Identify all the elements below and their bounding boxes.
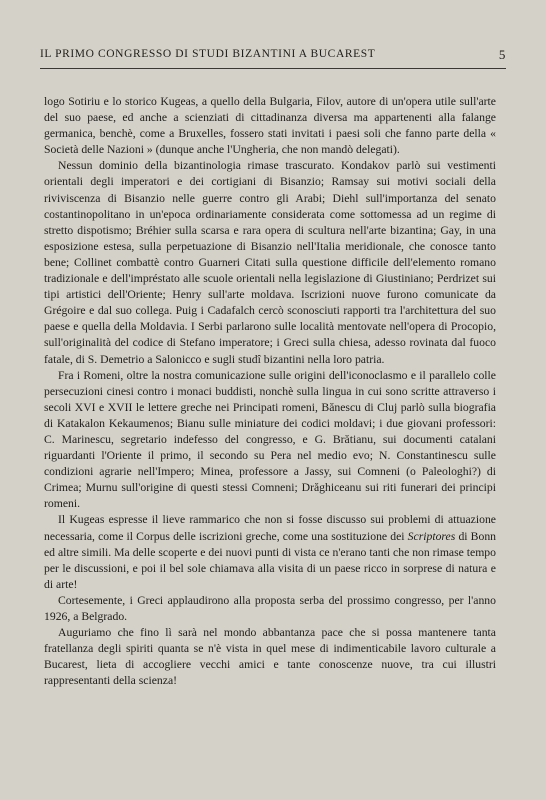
page-number: 5 xyxy=(498,47,506,62)
italic-title: Scriptores xyxy=(407,529,456,543)
paragraph-5: Cortesemente, i Greci applaudirono alla proposta serba del prossimo congresso, per l'anno 1926, a Belgrado. xyxy=(44,593,496,623)
paragraph-4: Il Kugeas espresse il lieve rammarico che non si fosse discusso sui problemi di attuazione necessaria, come il Corpus delle iscrizioni greche, come una sostituzione dei Scriptores di Bonn ed altre simili. Ma delle scoperte e dei nuovi punti di vista ce n'erano tanti che non rimase tempo per le discussioni, e poi il bel sole chiamava alla visita di un paese ricco in sorprese di natura e di arte! xyxy=(44,513,497,591)
paragraph-2: Nessun dominio della bizantinologia rimase trascurato. Kondakov parlò sui vestimenti orientali degli imperatori e dei cortigiani di Bisanzio; Ramsay sui motivi sociali della riviviscenza di Bisanzio nelle guerre contro gli Arabi; Diehl sull'importanza del senato costantinopolitano in un'epoca ordinariamente considerata come sottomessa ad un regime di stretto dispotismo; Bréhier sulla scarsa e rara opera di scultura nell'arte bizantina; Gay, in una esposizione estesa, sulla perpetuazione di Bisanzio nell'Italia meridionale, che conosce tanto bene; Collinet combattè contro Guarneri Citati sulla questione difficile dell'elemento romano tradizionale e dell'impréstato alle scuole orientali nella legislazione di Giustiniano; Perdrizet sui tipi artistici dell'Oriente; Henry sull'arte moldava. Iscrizioni nuove furono comunicate da Grégoire e dal suo collega. Puig i Cadafalch cercò sconosciuti rapporti tra l'architettura del suo paese e quella della Moldavia. I Serbi parlarono sulle località mentovate nell'opera di Procopio, sull'originalità del codice di Stefano imperatore; i Greci sulla chiesa, adesso rovinata dal fuoco fatale, di S. Demetrio a Salonicco e sugli studî bizantini nella loro patria. xyxy=(44,159,496,366)
paragraph-6: Auguriamo che fino lì sarà nel mondo abbantanza pace che si possa mantenere tanta fratellanza degli spiriti quanta se n'è vista in quel mese di indimenticabile lavoro culturale a Bucarest, lieta di accogliere vecchi amici e tante conoscenze nuove, tra cui illustri rappresentanti della scienza! xyxy=(44,626,496,688)
header-rule xyxy=(40,68,506,69)
running-title: IL PRIMO CONGRESSO DI STUDI BIZANTINI A BUCAREST xyxy=(40,48,376,60)
paragraph-3: Fra i Romeni, oltre la nostra comunicazione sulle origini dell'iconoclasmo e il parallelo colle persecuzioni cinesi contro i monaci buddisti, nonchè sulla lingua in cui sono scritte attraverso i secoli XVI e XVII le lettere greche nei Principati romeni, Bănescu di Cluj parlò sulla biografia di Katakalon Kekaumenos; Bianu sulle miniature dei codici moldavi; i due giovani professori: C. Marinescu, segretario indefesso del congresso, e G. Brătianu, sui documenti catalani riguardanti l'Oriente il primo, il secondo su Pera nel medio evo; N. Constantinescu sulle condizioni agrarie nell'Impero; Minea, professore a Jassy, sui Comneni (o Paleologhi?) di Crimea; Murnu sull'origine di questi stessi Comneni; Drăghiceanu sui riti funerari dei principi romeni. xyxy=(44,368,496,511)
body-text xyxy=(44,94,496,689)
paragraph-1: logo Sotiriu e lo storico Kugeas, a quello della Bulgaria, Filov, autore di un'opera utile sull'arte del suo paese, ed anche a scienziati di cittadinanza diversa ma appartenenti alla falange germanica, benchè, come a Bruxelles, fossero stati invitati i paesi soli che fanno parte della « Società delle Nazioni » (dunque anche l'Ungheria, che non mandò delegati). xyxy=(44,95,496,157)
